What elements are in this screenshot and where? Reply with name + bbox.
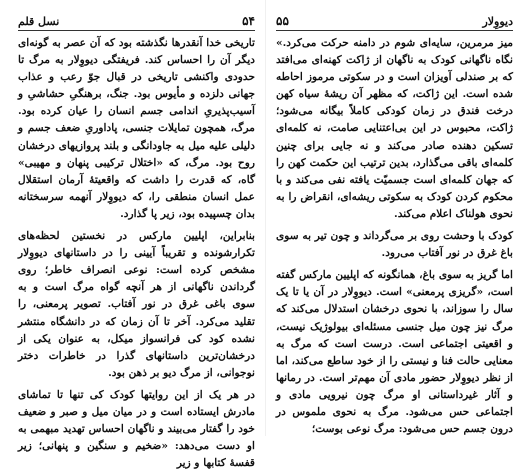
- right-page-header: [276, 12, 513, 31]
- paragraph: کودک با وحشت روی بر می‌گرداند و چون تیر به سوی باغ غرق در نور آفتاب می‌رود.: [276, 230, 513, 260]
- paragraph: اما گریز به سوی باغ، همانگونه که اپلیین مارکس گفته است، «گریزی پرمعنی» است. دیووِلار در آن یا تا یک سال را سوزاند، با نحوی درخشان استدلال می‌کند که مرگ نیز چون میل جنسی مسئله‌ای بیولوژیک نیست، و اقعیتی اجتماعی است. درست است که مرگ به معنایی حالت فنا و نیستی را از خود ساطع می‌کند، اما از نظر دیووِلار حضور مادی آن مهم‌تر است. در رمانها و آثار غیرداستانی او مرگ چون نیرویی مادی و اجتماعی حس می‌شود. مرگ به نحوی ملموس در درون جسم حس می‌شود: مرگ نوعی بوست؛: [276, 269, 513, 436]
- left-running-head: نسل قلم: [18, 14, 60, 28]
- paragraph: تاریخی خدا آنقدرها نگذشته بود که آن عصر به گونه‌ای دیگر آن را احساس کند. فریفتگی دیووِلار به مرگ تا حدودی واکنشی تاریخی در قبال جوّ رعب و عذاب جهانی دلزده و مأیوس بود. جنگ، برهنگیِ حشاشیِ و آسیب‌پذیریِ اندامی جسم انسان را عیان کرده بود. مرگ، همچون تمایلات جنسی، پاداوریِ ضعف جسم و دلیلی علیه میل به جاودانگی و بلند پروازیهای درخشان روح بود. مرگ، که «اختلال ترکیبی پنهان و مهیبی» گاه، که قدرت را داشت که واقعیتهٔ آرمان استقلال عمل انسان منطقی را، که دیووِلار آنهمه سرسختانه بدان چسپیده بود، زیر پا گذارد.: [18, 37, 255, 220]
- right-page-body: [276, 35, 513, 438]
- right-page-number: ۵۵: [276, 14, 289, 28]
- paragraph: در هر یک از این روایتها کودک کی تنها تا تماشای مادرش ایستاده است و در میان میل و صبر و ضعیف خود را گفتار می‌بیند و ناگهان احساس تهدید مبهمی به او دست می‌دهد: «ضخیم و سنگین و پنهانی؛ زیر قفسهٔ کتابها و زیر: [18, 388, 255, 470]
- left-page: [0, 0, 265, 470]
- right-running-head: دیووِلار: [482, 14, 513, 28]
- left-page-number: ۵۴: [242, 14, 255, 28]
- left-page-body: [18, 35, 255, 472]
- left-page-header: [18, 12, 255, 31]
- paragraph: بنابراین، اپلیین مارکس در نخستین لحظه‌های تکرارشونده و تقریباً آیینی را در داستانهای دیووِلار مشخص کرده است: نوعی انصراف خاطر؛ روی گرداندن ناگهانی از هر آنچه گواه مرگ است و به سوی باغی غرق در نور آفتاب. تصویر پرمعنی، را تقلید می‌کرد. آخر تا آن زمان که در دانشگاه منتشر نشده کود کی فرانسواز میکل، به عنوان یکی از درخشان‌ترین داستانهای گذرا در خاطرات دختر نوجوانی، از مرگ دیو بر ذهن بود.: [18, 230, 255, 379]
- paragraph: میز مرمرین، سایه‌ای شوم در دامنه حرکت می‌کرد.» نگاه ناگهانی کودک به ناگهان از ژاکت کهنه‌ای می‌افتد که بر صندلی آویزان است و در سکوتی مرموز احاطه شده است. این ژاکت، که مظهر آن ریشهٔ سیاه کهن درخت فندق در زمان کودکی کاملاً بیگانه می‌شود؛ ژاکت، محبوس در این بی‌اعتنایی صامت، نه کلمه‌ای تسکین دهنده صادر می‌کند و نه جایی برای چنین کلمه‌ای باقی می‌گذارد، بدین ترتیب این حکمت کهن را که جهان کلمه‌ای است جسمیّت یافته نفی می‌کند و با محکوم کردن کودک به سکوتی ریشه‌ای، انقراض را به نحوی هولناک اعلام می‌کند.: [276, 37, 513, 220]
- right-page: [266, 0, 531, 436]
